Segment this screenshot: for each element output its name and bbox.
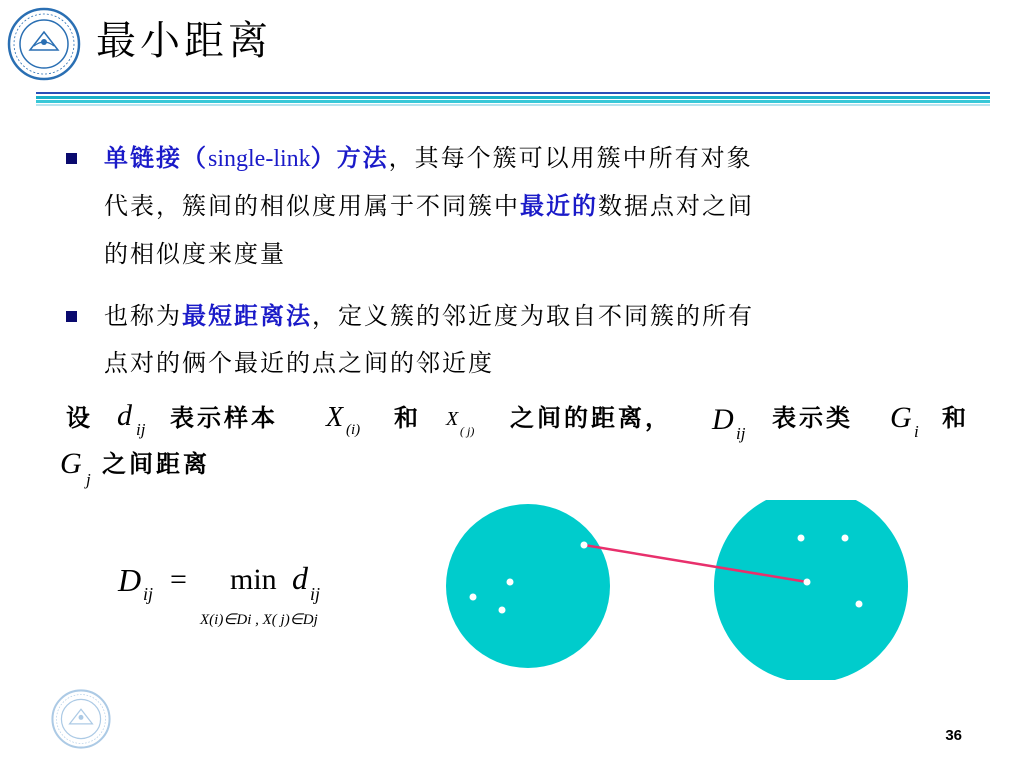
def-he-2: 和: [942, 403, 966, 432]
data-point: [798, 535, 805, 542]
math-d: d: [117, 399, 132, 432]
formula-sub-ij: ij: [143, 584, 154, 604]
page-number: 36: [945, 727, 962, 744]
highlight-text: 最近的: [520, 191, 598, 220]
math-sub-j: j: [86, 470, 91, 489]
def-zhijian-juli-2: 之间距离: [102, 449, 210, 478]
body-text: 点对的俩个最近的点之间的邻近度: [104, 349, 494, 377]
bullet-1-line-3: [104, 234, 286, 274]
highlight-text: 最短距离法: [182, 301, 312, 330]
body-text: 代表，簇间的相似度用属于不同簇中: [104, 192, 520, 220]
header-rule: [36, 92, 990, 94]
formula-D: D: [118, 562, 142, 598]
body-text: 数据点对之间: [598, 192, 754, 220]
body-text: 的相似度来度量: [104, 240, 286, 268]
bullet-marker: [66, 153, 77, 164]
slide-title: 最小距离: [96, 18, 272, 64]
formula-equals: =: [170, 563, 187, 596]
bullet-marker: [66, 311, 77, 322]
data-point: [856, 601, 863, 608]
math-X-small: X: [446, 408, 459, 430]
data-point: [842, 535, 849, 542]
header-band-1: [36, 96, 990, 99]
cluster-left: [446, 504, 610, 668]
data-point: [507, 579, 514, 586]
math-sub-ij: ij: [136, 420, 146, 439]
formula-min-subscript: X(i)∈Di , X( j)∈Dj: [200, 612, 318, 628]
header-band-2: [36, 100, 990, 103]
data-point: [470, 594, 477, 601]
watermark-logo-icon: [50, 688, 112, 750]
formula-sub-ij: ij: [310, 584, 321, 604]
body-text: 也称为: [104, 302, 182, 330]
highlight-text: ）方法: [310, 143, 389, 172]
data-point: [804, 579, 811, 586]
body-text: ，其每个簇可以用簇中所有对象: [388, 144, 753, 172]
bullet-1-line-2: [104, 186, 754, 226]
math-G-i: G: [890, 401, 912, 434]
bullet-2-line-2: [104, 343, 494, 383]
cluster-right: [714, 500, 908, 680]
bullet-1-line-1: [104, 138, 753, 179]
body-text: ，定义簇的邻近度为取自不同簇的所有: [312, 302, 754, 330]
math-G-j: G: [60, 447, 82, 480]
def-he: 和: [394, 403, 418, 432]
math-sub-ij: ij: [736, 424, 746, 443]
math-X: X: [326, 402, 344, 433]
formula-min: min: [230, 563, 277, 596]
math-sub-paren-i: (i): [346, 422, 361, 438]
bullet-2-line-1: [104, 296, 754, 336]
data-point: [499, 607, 506, 614]
cluster-diagram: [430, 500, 920, 680]
data-point: [581, 542, 588, 549]
math-D: D: [712, 403, 734, 436]
highlight-text: single-link: [208, 146, 311, 172]
def-biaoshi-lei: 表示类: [772, 403, 853, 432]
header-band-3: [36, 104, 990, 106]
def-she: 设: [66, 403, 90, 432]
university-seal-icon: [6, 6, 82, 82]
math-sub-paren-j: ( j): [460, 424, 475, 438]
highlight-text: 单链接（: [104, 143, 208, 172]
math-sub-i: i: [914, 422, 919, 441]
def-zhijian-juli: 之间的距离，: [510, 403, 672, 432]
def-biaoshi-yangben: 表示样本: [170, 403, 278, 432]
formula-d: d: [292, 560, 308, 596]
